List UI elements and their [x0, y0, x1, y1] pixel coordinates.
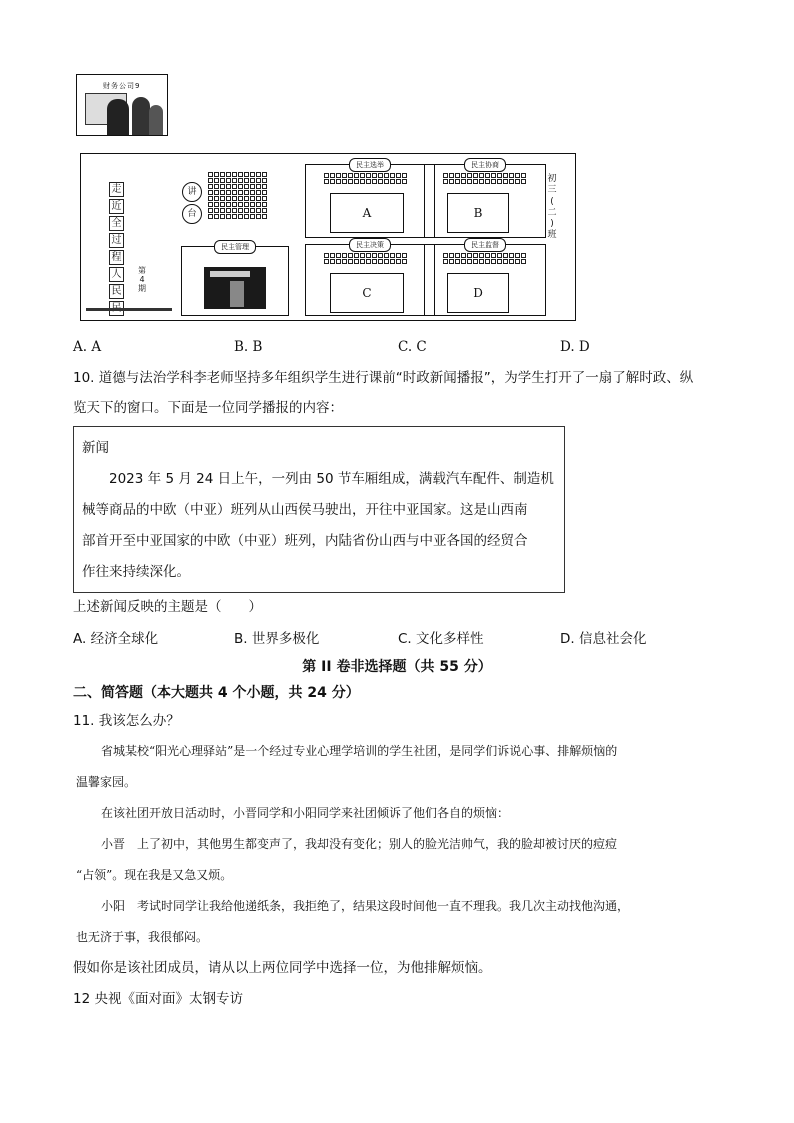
- seat-cell: [372, 259, 377, 264]
- q11-para2: 在该社团开放日活动时，小晋同学和小阳同学来社团倾诉了他们各自的烦恼：: [101, 806, 510, 820]
- seat-cell: [220, 202, 225, 207]
- panel-b: [424, 161, 546, 238]
- seat-cell: [378, 173, 383, 178]
- panel-a-tag: 民主选举: [349, 158, 391, 172]
- seat-cell: [330, 253, 335, 258]
- q10-stem-line1: 10. 道德与法治学科李老师坚持多年组织学生进行课前“时政新闻播报”，为学生打开了一扇了解时政、纵: [73, 370, 694, 386]
- seat-cell: [473, 259, 478, 264]
- panel-b-label: B: [447, 193, 509, 233]
- panel-d-tag: 民主监督: [464, 238, 506, 252]
- seat-cell: [366, 173, 371, 178]
- seat-cell: [324, 259, 329, 264]
- news-line: 部首开至中亚国家的中欧（中亚）班列，内陆省份山西与中亚各国的经贸合: [82, 533, 528, 549]
- seat-cell: [378, 253, 383, 258]
- photo-person: [107, 99, 129, 135]
- seat-cell: [503, 179, 508, 184]
- q10-option-b[interactable]: B. 世界多极化: [234, 631, 320, 647]
- seat-cell: [443, 179, 448, 184]
- seat-cell: [402, 259, 407, 264]
- seat-cell: [467, 259, 472, 264]
- seat-cell: [238, 178, 243, 183]
- seat-cell: [485, 173, 490, 178]
- q10-option-d[interactable]: D. 信息社会化: [560, 631, 647, 647]
- seat-cell: [342, 259, 347, 264]
- class-label: 初 三 ( 二 ) 班: [547, 174, 557, 241]
- q11-para3-line1: 小晋 上了初中，其他男生都变声了，我却没有变化；别人的脸光洁帅气，我的脸却被讨厌的痘痘: [101, 837, 618, 851]
- seat-cell: [220, 172, 225, 177]
- seat-cell: [330, 259, 335, 264]
- seat-cell: [491, 179, 496, 184]
- seat-cell: [497, 179, 502, 184]
- seat-cell: [348, 173, 353, 178]
- q11-task: 假如你是该社团成员，请从以上两位同学中选择一位，为他排解烦恼。: [73, 960, 492, 976]
- seat-cell: [509, 179, 514, 184]
- seat-cell: [226, 184, 231, 189]
- seat-cell: [515, 259, 520, 264]
- seat-cell: [214, 196, 219, 201]
- seat-cell: [232, 208, 237, 213]
- seat-cell: [443, 259, 448, 264]
- seat-cell: [342, 253, 347, 258]
- seat-cell: [396, 173, 401, 178]
- seat-cell: [324, 253, 329, 258]
- seat-cell: [250, 172, 255, 177]
- issue-label: 第 4 期: [138, 266, 146, 294]
- seat-cell: [348, 259, 353, 264]
- seat-cell: [461, 259, 466, 264]
- seat-cell: [360, 253, 365, 258]
- seat-cell: [256, 208, 261, 213]
- photo-person: [149, 105, 163, 135]
- seat-cell: [402, 179, 407, 184]
- news-line: 2023 年 5 月 24 日上午，一列由 50 节车厢组成，满载汽车配件、制造机: [109, 471, 554, 487]
- q9-option-d[interactable]: D. D: [560, 339, 590, 355]
- seat-cell: [366, 179, 371, 184]
- seat-cell: [372, 173, 377, 178]
- panel-d-label: D: [447, 273, 509, 313]
- seat-cell: [521, 259, 526, 264]
- panel-photo-image: [204, 267, 266, 309]
- seat-cell: [232, 178, 237, 183]
- seat-cell: [384, 253, 389, 258]
- seat-cell: [226, 190, 231, 195]
- seat-cell: [208, 190, 213, 195]
- seat-cell: [232, 184, 237, 189]
- seat-cell: [232, 190, 237, 195]
- figure-caption-strip: [86, 308, 172, 311]
- seat-cell: [443, 253, 448, 258]
- seat-cell: [497, 259, 502, 264]
- seat-cell: [449, 173, 454, 178]
- seat-cell: [220, 196, 225, 201]
- seat-cell: [324, 173, 329, 178]
- panel-c: [305, 241, 435, 316]
- seat-cell: [244, 208, 249, 213]
- seat-cell: [473, 179, 478, 184]
- seat-cell: [491, 253, 496, 258]
- seat-cell: [238, 202, 243, 207]
- seat-cell: [208, 202, 213, 207]
- seat-cell: [485, 253, 490, 258]
- seat-cell: [467, 179, 472, 184]
- seat-cell: [238, 184, 243, 189]
- seat-cell: [384, 173, 389, 178]
- seat-cell: [232, 196, 237, 201]
- panel-a: [305, 161, 435, 238]
- q9-option-c[interactable]: C. C: [398, 339, 427, 355]
- seat-cell: [461, 173, 466, 178]
- panel-photo-tag: 民主管理: [214, 240, 256, 254]
- seat-cell: [479, 253, 484, 258]
- seat-cell: [220, 208, 225, 213]
- q10-stem-line2: 览天下的窗口。下面是一位同学播报的内容：: [73, 400, 343, 416]
- q11-title: 11. 我该怎么办？: [73, 713, 180, 729]
- seat-cell: [336, 173, 341, 178]
- panel-photo: [181, 243, 289, 316]
- q11-para4-line2: 也无济于事，我很郁闷。: [76, 930, 209, 944]
- seat-cell: [461, 253, 466, 258]
- seat-cell: [515, 173, 520, 178]
- seat-cell: [342, 179, 347, 184]
- seat-cell: [208, 214, 213, 219]
- seat-cell: [336, 259, 341, 264]
- q9-option-a[interactable]: A. A: [73, 339, 102, 355]
- seat-cell: [455, 253, 460, 258]
- seat-cell: [455, 173, 460, 178]
- part-title: 二、简答题（本大题共 4 个小题，共 24 分）: [73, 685, 360, 701]
- seat-cell: [250, 202, 255, 207]
- news-line: 作往来持续深化。: [82, 564, 190, 580]
- seat-cell: [515, 253, 520, 258]
- seat-cell: [262, 178, 267, 183]
- seat-cell: [262, 202, 267, 207]
- seat-cell: [497, 253, 502, 258]
- seat-cell: [348, 253, 353, 258]
- seat-cell: [226, 196, 231, 201]
- seat-cell: [443, 173, 448, 178]
- seat-cell: [262, 184, 267, 189]
- news-line: 械等商品的中欧（中亚）班列从山西侯马驶出，开往中亚国家。这是山西南: [82, 502, 528, 518]
- seat-cell: [360, 179, 365, 184]
- q12-title: 12 央视《面对面》太钢专访: [73, 991, 243, 1007]
- panel-b-tag: 民主协商: [464, 158, 506, 172]
- seat-cell: [262, 214, 267, 219]
- seat-cell: [372, 179, 377, 184]
- seat-cell: [372, 253, 377, 258]
- seat-cell: [461, 179, 466, 184]
- photo-banner-text: 财务公司9: [103, 82, 141, 90]
- q10-option-c[interactable]: C. 文化多样性: [398, 631, 484, 647]
- seat-cell: [256, 172, 261, 177]
- seat-cell: [244, 196, 249, 201]
- seat-cell: [250, 214, 255, 219]
- podium-label: 讲: [182, 182, 202, 202]
- seat-cell: [244, 172, 249, 177]
- seat-cell: [262, 196, 267, 201]
- seat-cell: [330, 179, 335, 184]
- seat-cell: [220, 184, 225, 189]
- seat-cell: [226, 172, 231, 177]
- seat-cell: [390, 179, 395, 184]
- seat-cell: [238, 208, 243, 213]
- seat-cell: [467, 173, 472, 178]
- seat-cell: [467, 253, 472, 258]
- seat-cell: [256, 196, 261, 201]
- seat-cell: [479, 259, 484, 264]
- seat-cell: [214, 184, 219, 189]
- seat-cell: [503, 253, 508, 258]
- seat-cell: [455, 259, 460, 264]
- seat-cell: [479, 179, 484, 184]
- q11-para3-line2: “占领”。现在我是又急又烦。: [76, 868, 233, 882]
- seat-cell: [244, 214, 249, 219]
- seat-cell: [503, 259, 508, 264]
- seat-cell: [238, 214, 243, 219]
- seat-cell: [238, 172, 243, 177]
- seat-cell: [208, 208, 213, 213]
- seat-cell: [208, 184, 213, 189]
- seat-cell: [214, 208, 219, 213]
- seat-cell: [336, 179, 341, 184]
- news-box: [73, 426, 565, 593]
- seat-cell: [390, 253, 395, 258]
- seat-cell: [336, 253, 341, 258]
- seat-cell: [232, 214, 237, 219]
- news-title: 新闻: [82, 440, 109, 456]
- seat-cell: [449, 179, 454, 184]
- seat-cell: [220, 190, 225, 195]
- seat-cell: [330, 173, 335, 178]
- seat-cell: [449, 253, 454, 258]
- panel-d: [424, 241, 546, 316]
- seat-cell: [250, 178, 255, 183]
- seat-cell: [342, 173, 347, 178]
- center-seats: [208, 172, 267, 219]
- seat-cell: [220, 214, 225, 219]
- seat-cell: [509, 173, 514, 178]
- seat-cell: [348, 179, 353, 184]
- seat-cell: [256, 190, 261, 195]
- panel-seats: [443, 173, 526, 184]
- seat-cell: [521, 179, 526, 184]
- seat-cell: [250, 184, 255, 189]
- seat-cell: [256, 178, 261, 183]
- seat-cell: [366, 253, 371, 258]
- q11-para1-line1: 省城某校“阳光心理驿站”是一个经过专业心理学培训的学生社团，是同学们诉说心事、排解烦恼的: [101, 744, 618, 758]
- seat-cell: [232, 202, 237, 207]
- seat-cell: [497, 173, 502, 178]
- seat-cell: [396, 259, 401, 264]
- podium-label: 台: [182, 204, 202, 224]
- seat-cell: [250, 208, 255, 213]
- seat-cell: [390, 173, 395, 178]
- seat-cell: [455, 179, 460, 184]
- left-title-column: 走 近 全 过 程 人 民: [109, 182, 124, 318]
- seat-cell: [521, 173, 526, 178]
- seat-cell: [208, 178, 213, 183]
- seat-cell: [521, 253, 526, 258]
- seat-cell: [226, 202, 231, 207]
- seat-cell: [485, 179, 490, 184]
- seat-cell: [491, 259, 496, 264]
- seat-cell: [214, 172, 219, 177]
- seat-cell: [354, 253, 359, 258]
- seat-cell: [232, 172, 237, 177]
- seat-cell: [220, 178, 225, 183]
- seat-cell: [354, 259, 359, 264]
- seat-cell: [208, 196, 213, 201]
- panel-a-label: A: [330, 193, 404, 233]
- q9-option-b[interactable]: B. B: [234, 339, 263, 355]
- seat-cell: [396, 253, 401, 258]
- q11-para4-line1: 小阳 考试时同学让我给他递纸条，我拒绝了，结果这段时间他一直不理我。我几次主动找他沟通，: [101, 899, 630, 913]
- seat-cell: [256, 202, 261, 207]
- seat-cell: [479, 173, 484, 178]
- seat-cell: [378, 179, 383, 184]
- seat-cell: [402, 253, 407, 258]
- section-title: 第 II 卷非选择题（共 55 分）: [302, 659, 492, 675]
- seat-cell: [473, 253, 478, 258]
- seat-cell: [226, 214, 231, 219]
- seat-cell: [485, 259, 490, 264]
- seat-cell: [503, 173, 508, 178]
- seat-cell: [473, 173, 478, 178]
- seat-cell: [360, 259, 365, 264]
- seat-cell: [244, 178, 249, 183]
- seat-cell: [262, 172, 267, 177]
- seat-cell: [250, 196, 255, 201]
- seat-cell: [214, 190, 219, 195]
- seat-cell: [491, 173, 496, 178]
- seat-cell: [384, 179, 389, 184]
- seat-cell: [449, 259, 454, 264]
- photo-person: [132, 97, 150, 135]
- seat-cell: [390, 259, 395, 264]
- panel-seats: [443, 253, 526, 264]
- seat-cell: [509, 253, 514, 258]
- seat-cell: [402, 173, 407, 178]
- seat-cell: [378, 259, 383, 264]
- panel-seats: [324, 173, 407, 184]
- seat-cell: [214, 214, 219, 219]
- seat-cell: [214, 178, 219, 183]
- seat-cell: [226, 178, 231, 183]
- seat-cell: [262, 208, 267, 213]
- seat-cell: [238, 190, 243, 195]
- seat-cell: [244, 184, 249, 189]
- seat-cell: [354, 173, 359, 178]
- q10-question: 上述新闻反映的主题是（ ）: [73, 599, 262, 615]
- seat-cell: [354, 179, 359, 184]
- seat-cell: [262, 190, 267, 195]
- panel-seats: [324, 253, 407, 264]
- seat-cell: [238, 196, 243, 201]
- seat-cell: [366, 259, 371, 264]
- seat-cell: [256, 214, 261, 219]
- seat-cell: [244, 190, 249, 195]
- seat-cell: [324, 179, 329, 184]
- seat-cell: [244, 202, 249, 207]
- panel-c-label: C: [330, 273, 404, 313]
- seat-cell: [208, 172, 213, 177]
- seat-cell: [214, 202, 219, 207]
- seat-cell: [515, 179, 520, 184]
- q10-option-a[interactable]: A. 经济全球化: [73, 631, 159, 647]
- seat-cell: [250, 190, 255, 195]
- q11-para1-line2: 温馨家园。: [76, 775, 137, 789]
- seat-cell: [396, 179, 401, 184]
- seat-cell: [384, 259, 389, 264]
- seat-cell: [226, 208, 231, 213]
- classroom-layout-figure: [80, 153, 576, 321]
- classroom-photo: [76, 74, 168, 136]
- seat-cell: [256, 184, 261, 189]
- panel-c-tag: 民主决策: [349, 238, 391, 252]
- seat-cell: [360, 173, 365, 178]
- seat-cell: [509, 259, 514, 264]
